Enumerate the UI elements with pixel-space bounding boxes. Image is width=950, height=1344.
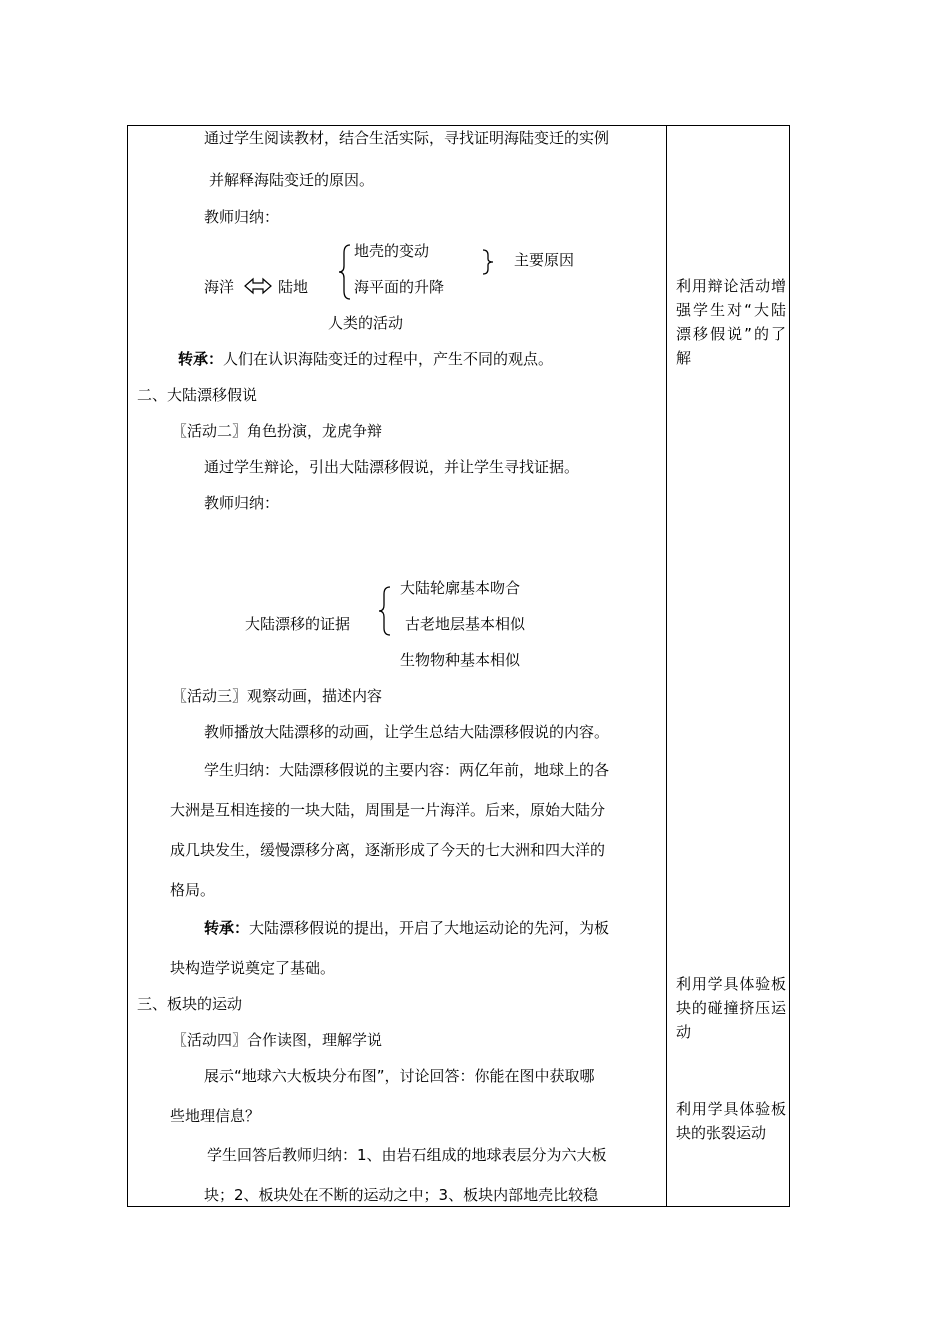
paragraph-line: 块构造学说奠定了基础。 [170, 959, 336, 977]
side-note: 利用辩论活动增强学生对“大陆漂移假说”的了解 [676, 277, 786, 367]
paragraph-line: 通过学生阅读教材，结合生活实际，寻找证明海陆变迁的实例 [204, 129, 610, 147]
evidence-title: 大陆漂移的证据 [245, 615, 351, 633]
transition-label: 转承： [178, 350, 224, 368]
transition-line [204, 918, 609, 938]
side-note: 利用学具体验板块的碰撞挤压运动 [676, 975, 786, 1041]
summary-label: 教师归纳： [204, 208, 280, 226]
left-brace-icon [378, 585, 392, 637]
cause-item: 海平面的升降 [354, 278, 445, 296]
section-title: 三、板块的运动 [137, 995, 243, 1013]
evidence-item: 古老地层基本相似 [405, 615, 526, 633]
column-divider [666, 125, 667, 1207]
transition-text: 大陆漂移假说的提出，开启了大地运动论的先河，为板 [249, 919, 610, 937]
ocean-label: 海洋 [204, 278, 235, 296]
paragraph-line: 块；2、板块处在不断的运动之中；3、板块内部地壳比较稳 [204, 1186, 599, 1204]
side-note: 利用学具体验板块的张裂运动 [676, 1100, 786, 1142]
section-title: 二、大陆漂移假说 [137, 386, 258, 404]
main-cause-label: 主要原因 [514, 251, 575, 269]
paragraph-line: 大洲是互相连接的一块大陆，周围是一片海洋。后来，原始大陆分 [170, 801, 606, 819]
activity-title: 〖活动三〗观察动画，描述内容 [172, 687, 383, 705]
paragraph-line: 并解释海陆变迁的原因。 [209, 171, 375, 189]
double-arrow-icon [243, 278, 273, 294]
human-activity-label: 人类的活动 [328, 314, 404, 332]
cause-item: 地壳的变动 [354, 242, 430, 260]
land-label: 陆地 [278, 278, 309, 296]
paragraph-line: 教师播放大陆漂移的动画，让学生总结大陆漂移假说的内容。 [204, 723, 610, 741]
evidence-item: 生物物种基本相似 [400, 651, 521, 669]
paragraph-line: 学生归纳：大陆漂移假说的主要内容：两亿年前，地球上的各 [204, 761, 610, 779]
paragraph-line: 格局。 [170, 881, 216, 899]
summary-label: 教师归纳： [204, 494, 280, 512]
transition-label: 转承： [204, 919, 250, 937]
activity-title: 〖活动二〗角色扮演，龙虎争辩 [172, 422, 383, 440]
activity-title: 〖活动四〗合作读图，理解学说 [172, 1031, 383, 1049]
paragraph-line: 通过学生辩论，引出大陆漂移假说，并让学生寻找证据。 [204, 458, 580, 476]
paragraph-line: 些地理信息？ [170, 1107, 261, 1125]
paragraph-line: 学生回答后教师归纳：1、由岩石组成的地球表层分为六大板 [207, 1146, 607, 1164]
paragraph-line: 展示“地球六大板块分布图”，讨论回答：你能在图中获取哪 [204, 1067, 595, 1085]
evidence-item: 大陆轮廓基本吻合 [400, 579, 521, 597]
right-brace-icon [481, 249, 495, 275]
paragraph-line: 成几块发生，缓慢漂移分离，逐渐形成了今天的七大洲和四大洋的 [170, 841, 606, 859]
transition-line [178, 349, 553, 369]
left-brace-icon [338, 243, 352, 301]
transition-text: 人们在认识海陆变迁的过程中，产生不同的观点。 [223, 350, 554, 368]
